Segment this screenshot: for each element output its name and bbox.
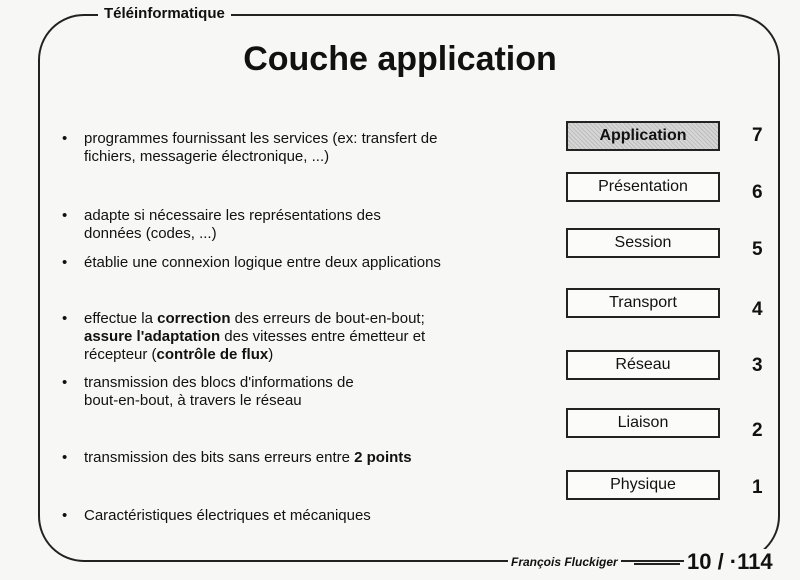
bullet-presentation: • adapte si nécessaire les représentations des données (codes, ...) [62,207,381,242]
header-label: Téléinformatique [98,5,231,22]
layer-transport-box: Transport [566,288,720,318]
layer-presentation-box: Présentation [566,172,720,202]
bullet-dot: • [62,374,68,391]
bullet-session: • établie une connexion logique entre deux applications [62,254,441,271]
bullet-dot: • [62,507,68,524]
layer-number-6: 6 [752,182,763,203]
bullet-physique: • Caractéristiques électriques et mécaniques [62,507,371,524]
bullet-dot: • [62,130,68,147]
bullet-dot: • [62,207,68,224]
bullet-dot: • [62,449,68,466]
page-number: 10 / ·114 [684,549,776,575]
layer-session-box: Session [566,228,720,258]
layer-number-1: 1 [752,477,763,498]
bullet-application: • programmes fournissant les services (ex: transfert de fichiers, messagerie électronique, ...) [62,130,438,165]
layer-physique-box: Physique [566,470,720,500]
layer-number-2: 2 [752,420,763,441]
footer-rule [634,563,680,565]
bullet-transport: • effectue la correction des erreurs de bout-en-bout; assure l'adaptation des vitesses entre émetteur et récepteur (contrôle de flux) [62,310,426,363]
layer-number-3: 3 [752,355,763,376]
layer-number-7: 7 [752,125,763,146]
layer-reseau-box: Réseau [566,350,720,380]
bullet-dot: • [62,310,68,327]
slide-title: Couche application [243,40,557,78]
layer-number-4: 4 [752,299,763,320]
layer-application-box: Application [566,121,720,151]
bullet-liaison: • transmission des bits sans erreurs entre 2 points [62,449,412,466]
layer-number-5: 5 [752,239,763,260]
bullet-dot: • [62,254,68,271]
bullet-reseau: • transmission des blocs d'informations de bout-en-bout, à travers le réseau [62,374,354,409]
footer-author: François Fluckiger [508,555,621,569]
layer-liaison-box: Liaison [566,408,720,438]
